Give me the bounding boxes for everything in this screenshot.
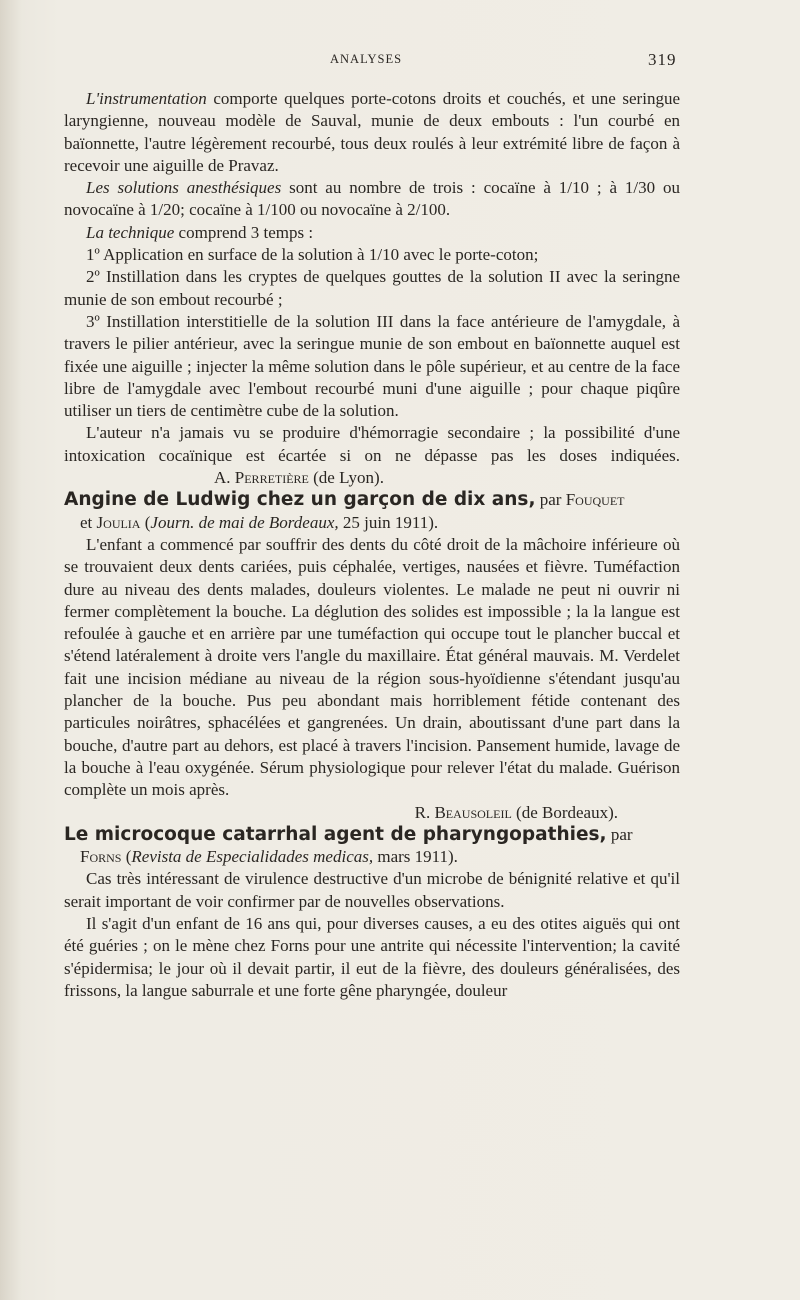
paragraph-case-ludwig: L'enfant a commencé par souffrir des dents du côté droit de la mâchoire inférieure où se trouvaient deux dents cariées, puis céphalée, vertiges, nausées et fièvre. Tuméfaction dure au niveau des dents malades, douleurs violentes. Le malade ne peut ni ouvrir ni fermer complètement la bouche. La déglution des solides est impossible ; la la langue est refoulée à gauche et en arrière par une tuméfaction qui occupe tout le plancher buccal et s'étend latéralement à droite vers l'angle du maxillaire. État général mauvais. M. Verdelet fait une incision médiane au niveau de la région sous-hyoïdienne s'étendant jusqu'au plancher de la bouche. Pus peu abondant mais horriblement fétide contenant des particules noirâtres, sphacélées et gangrenées. Un drain, aboutissant d'une part dans la bouche, d'autre part au dehors, est placé à travers l'incision. Pansement humide, lavage de la bouche à l'eau oxygénée. Sérum physiologique pour relever l'état du malade. Guérison complète un mois après.: [64, 534, 680, 800]
author-name: Joulia: [96, 512, 141, 532]
journal-name: Journ. de mai de Bordeaux,: [150, 512, 339, 532]
technique-step-2: 2º Instillation dans les cryptes de quelques gouttes de la solution II avec la seringne munie de son embout recourbé ;: [64, 267, 680, 309]
technique-step-1: 1º Application en surface de la solution à 1/10 avec le porte-coton;: [86, 245, 539, 265]
paragraph-text: comporte quelques porte-cotons droits et couchés, et une seringue laryngienne, nouveau modèle de Sauval, munie de deux embouts : l'un courbé en baïonnette, l'autre légèrement recourbé, tous deux roulés à leur extrémité libre de façon à recevoir une aiguille de Pravaz.: [64, 89, 680, 175]
paragraph-microcoque-case: Il s'agit d'un enfant de 16 ans qui, pour diverses causes, a eu des otites aiguës qui ont été guéries ; on le mène chez Forns pour une antrite qui nécessite l'intervention; la cavité s'épidermisa; le jour où il devait partir, il eut de la fièvre, des douleurs généralisées, des frissons, la langue saburrale et une forte gêne pharyngée, douleur: [64, 913, 680, 1000]
signature-author: A. Perretière: [214, 468, 309, 488]
author-name: Fouquet: [565, 490, 625, 510]
article-heading-microcoque: [64, 824, 680, 846]
running-head: ANALYSES: [330, 52, 403, 66]
signature-author: R. Beausoleil: [414, 802, 512, 822]
paragraph-conclusion: L'auteur n'a jamais vu se produire d'hémorragie secondaire ; la possibilité d'une intoxication cocaïnique est écartée si on ne dépasse pas les doses indiquées.A. Perretière (de Lyon).: [64, 423, 680, 488]
signature-place: (de Lyon).: [308, 468, 384, 488]
article-title: Le microcoque catarrhal agent de pharyngopathies,: [64, 823, 607, 845]
page-number: 319: [648, 50, 677, 69]
article-source-microcoque: Forns (Revista de Especialidades medicas, mars 1911).: [80, 847, 458, 867]
byline-par: par: [606, 824, 633, 844]
signature: [64, 802, 680, 824]
author-name: Forns: [80, 847, 122, 867]
italic-term: Les solutions anesthésiques: [86, 178, 282, 198]
technique-step-3: 3º Instillation interstitielle de la solution III dans la face antérieure de l'amygdale, à travers le pilier antérieur, avec la seringue munie de son embout en baïonnette auquel est fixée une aiguille ; injecter la même solution dans le pôle supérieur, et au centre de la face libre de l'amygdale avec l'embout recourbé muni d'une aiguille ; pour chaque piqûre utiliser un tiers de centimètre cube de la solution.: [64, 311, 680, 421]
paragraph-text: sont au nombre de trois : cocaïne à 1/10 ; à 1/30 ou novocaïne à 1/20; cocaïne à 1/100 ou novocaïne à 2/100.: [64, 178, 680, 220]
paragraph-text: comprend 3 temps :: [174, 222, 314, 242]
article-source-ludwig: et Joulia (Journ. de mai de Bordeaux, 25 juin 1911).: [80, 512, 439, 532]
paragraph-technique: [64, 222, 680, 244]
italic-term: L'instrumentation: [86, 89, 207, 108]
paragraph-instrumentation: [64, 88, 680, 177]
paragraph-microcoque-intro: Cas très intéressant de virulence destructive d'un microbe de bénignité relative et qu'il serait important de voir confirmer par de nouvelles observations.: [64, 869, 680, 911]
paragraph-solutions: [64, 177, 680, 222]
signature-place: (de Bordeaux).: [511, 802, 618, 822]
article-title: Angine de Ludwig chez un garçon de dix ans,: [64, 489, 536, 511]
journal-name: Revista de Especialidades medicas,: [131, 847, 374, 867]
byline-par: par: [535, 490, 566, 510]
page-body: [64, 88, 680, 1002]
page-header: [0, 50, 800, 72]
article-heading-ludwig: [64, 489, 680, 511]
italic-term: La technique: [86, 222, 175, 242]
